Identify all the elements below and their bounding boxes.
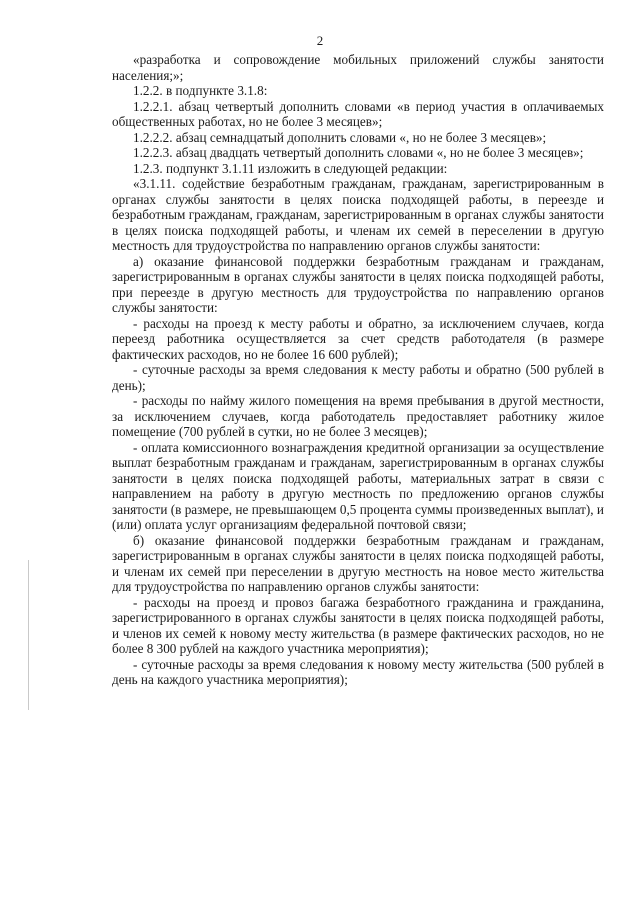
paragraph: 1.2.2. в подпункте 3.1.8: — [133, 83, 268, 98]
paragraph: - расходы на проезд к месту работы и обратно, за исключением случаев, когда переезд работника осуществляется за счет средств работодателя (в размере фактических расходов, но не более 16 600 рублей); — [112, 315, 604, 362]
paragraph: а) оказание финансовой поддержки безработным гражданам и гражданам, зарегистрированным в органах службы занятости в целях поиска подходящей работы, при переезде в другую местность для трудоустройства по направлению органов службы занятости: — [112, 253, 604, 315]
document-body — [112, 52, 604, 688]
paragraph: 1.2.2.3. абзац двадцать четвертый дополнить словами «, но не более 3 месяцев»; — [133, 145, 584, 160]
paragraph: б) оказание финансовой поддержки безработным гражданам и гражданам, зарегистрированным в органах службы занятости в целях поиска подходящей работы, и членам их семей при переселении в другую местность на новое место жительства для трудоустройства по направлению органов службы занятости: — [112, 532, 604, 594]
paragraph: - суточные расходы за время следования к месту работы и обратно (500 рублей в день); — [112, 362, 604, 393]
paragraph: 1.2.3. подпункт 3.1.11 изложить в следующей редакции: — [133, 160, 448, 176]
scan-margin-line — [28, 560, 29, 710]
paragraph: - расходы по найму жилого помещения на время пребывания в другой местности, за исключением случаев, когда работодатель предоставляет работнику жилое помещение (700 рублей в сутки, но не более 3 месяцев); — [112, 393, 604, 439]
paragraph: «разработка и сопровождение мобильных приложений службы занятости населения;»; — [112, 52, 604, 83]
paragraph: - расходы на проезд и провоз багажа безработного гражданина и гражданина, зарегистрированного в органах службы занятости в целях поиска подходящей работы, и членов их семей к новому месту жительства (в размере фактических расходов, но не более 8 300 рублей на каждого участника мероприятия); — [112, 594, 604, 656]
paragraph: - оплата комиссионного вознаграждения кредитной организации за осуществление выплат безработным гражданам и гражданам, зарегистрированным в органах службы занятости в целях поиска подходящей работы, материальных затрат в связи с направлением на работу в другую местность по предложению органов службы занятости (в размере, не превышающем 0,5 процента суммы произведенных выплат), и (или) оплата услуг организациям федеральной почтовой связи; — [112, 439, 604, 532]
paragraph: «3.1.11. содействие безработным гражданам, гражданам, зарегистрированным в органах службы занятости в целях поиска подходящей работы, в переезде и безработным гражданам, гражданам, зарегистрированным в органах службы занятости в целях поиска подходящей работы, и членам их семей в переселении в другую местность для трудоустройства по направлению органов службы занятости: — [112, 176, 604, 253]
paragraph: 1.2.2.1. абзац четвертый дополнить словами «в период участия в оплачиваемых общественных работах, но не более 3 месяцев»; — [112, 98, 604, 129]
page-number: 2 — [316, 33, 324, 48]
paragraph: 1.2.2.2. абзац семнадцатый дополнить словами «, но не более 3 месяцев»; — [133, 129, 547, 145]
paragraph: - суточные расходы за время следования к новому месту жительства (500 рублей в день на каждого участника мероприятия); — [112, 656, 604, 687]
